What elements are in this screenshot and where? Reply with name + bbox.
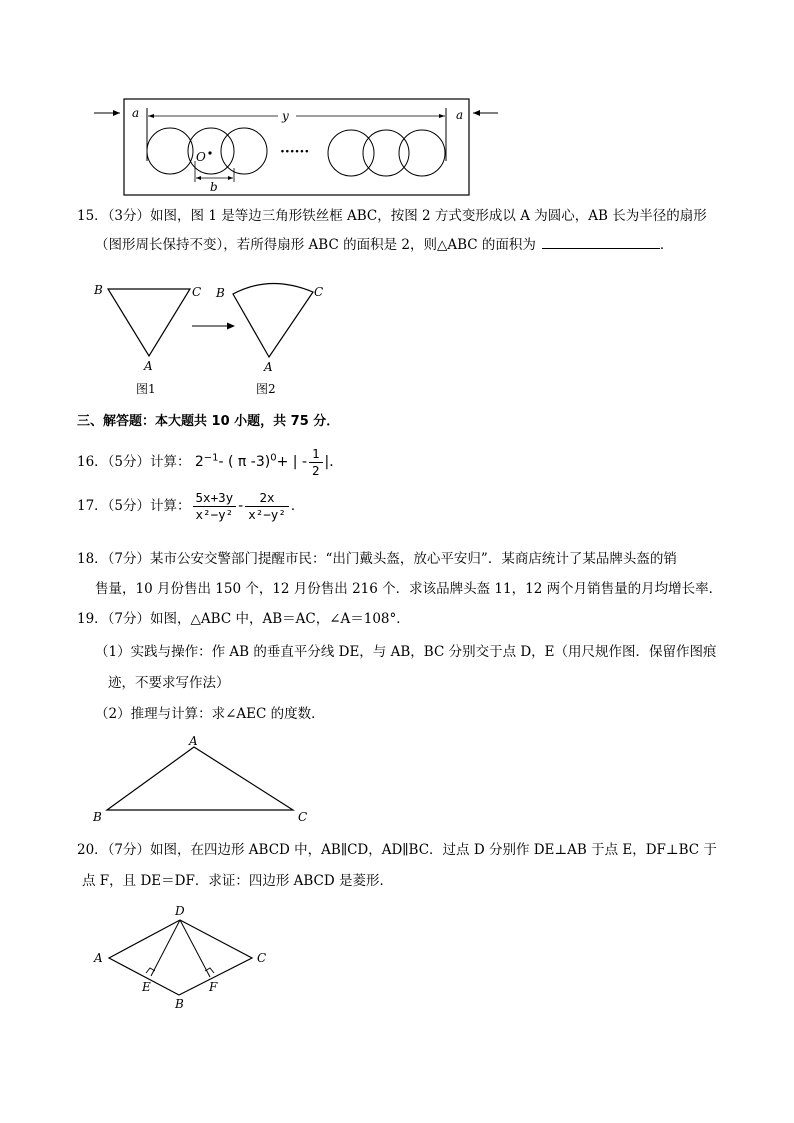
q19-label-c: C bbox=[298, 810, 308, 824]
q19-sub1-line2: 迹，不要求写作法） bbox=[108, 675, 230, 691]
fig2-label-c: C bbox=[314, 285, 324, 299]
label-a-right: a bbox=[456, 108, 464, 122]
q20-label-e: E bbox=[142, 980, 151, 994]
q15-line1: 15．（3分）如图，图 1 是等边三角形铁丝框 ABC，按图 2 方式变形成以 A 为圆心，AB 长为半径的扇形 bbox=[77, 208, 707, 224]
q16: 16．（5分）计算： $2^{-1}-$ ( π -3)$^0$+ | - $\frac{1}{2}$ |． bbox=[77, 446, 344, 478]
label-y: y bbox=[282, 109, 289, 123]
q20-line2: 点 F，且 DE＝DF．求证：四边形 ABCD 是菱形． bbox=[82, 873, 393, 889]
q19-sub1-line1: （1）实践与操作：作 AB 的垂直平分线 DE，与 AB，BC 分别交于点 D，E（用尺规作图．保留作图痕 bbox=[95, 644, 717, 660]
q16-fraction: $\frac{1}{2}$ bbox=[309, 446, 323, 479]
arrow-left-icon bbox=[473, 110, 480, 116]
q20-label-c: C bbox=[257, 951, 267, 965]
q20-label-b: B bbox=[175, 997, 184, 1011]
q20-label-d: D bbox=[175, 904, 185, 918]
q19-label-a: A bbox=[189, 734, 198, 748]
q15-line2: （图形周长保持不变），若所得扇形 ABC 的面积是 2，则△ABC 的面积为 ． bbox=[95, 237, 674, 253]
ellipsis-dots: ······ bbox=[280, 144, 310, 160]
rings-figure bbox=[88, 96, 508, 198]
fig2-caption: 图2 bbox=[256, 382, 276, 396]
label-a-left: a bbox=[132, 106, 140, 120]
q18-line1: 18．（7分）某市公安交警部门提醒市民：“出门戴头盔，放心平安归”．某商店统计了某品牌头盔的销 bbox=[77, 551, 677, 567]
q20-label-f: F bbox=[209, 980, 218, 994]
fig1-label-a: A bbox=[144, 359, 153, 373]
right-angle-mark-e bbox=[146, 968, 155, 973]
q20-label-a: A bbox=[94, 951, 103, 965]
section-heading: 三、解答题：本大题共 10 小题，共 75 分． bbox=[77, 414, 340, 429]
q15-figure bbox=[88, 272, 348, 402]
q19-label-b: B bbox=[93, 810, 102, 824]
answer-blank[interactable] bbox=[542, 236, 660, 249]
label-o: O bbox=[196, 150, 206, 164]
fig1-label-b: B bbox=[94, 283, 103, 297]
q17: 17．（5分）计算： $\frac{5x+3y}{\text{x²−y²}}$ - $\frac{2x}{\text{x²−y²}}$ ． bbox=[77, 490, 305, 522]
fig1-caption: 图1 bbox=[136, 382, 156, 396]
label-b: b bbox=[210, 180, 218, 194]
fig2-label-b: B bbox=[216, 286, 225, 300]
q19-sub2: （2）推理与计算：求∠AEC 的度数． bbox=[95, 706, 325, 722]
arrow-right-icon bbox=[227, 323, 235, 330]
q20-figure bbox=[88, 900, 288, 1015]
fig2-label-a: A bbox=[264, 360, 273, 374]
q17-fraction-2: $\frac{2x}{\text{x²−y²}}$ bbox=[245, 490, 289, 523]
q18-line2: 售量，10 月份售出 150 个，12 月份售出 216 个．求该品牌头盔 11，12 两个月销售量的月均增长率． bbox=[95, 581, 723, 597]
q19-line1: 19．（7分）如图，△ABC 中，AB＝AC，∠A＝108°． bbox=[77, 611, 410, 627]
q20-line1: 20．（7分）如图，在四边形 ABCD 中，AB∥CD，AD∥BC．过点 D 分别作 DE⊥AB 于点 E，DF⊥BC 于 bbox=[77, 842, 717, 858]
q17-fraction-1: $\frac{5x+3y}{\text{x²−y²}}$ bbox=[193, 490, 237, 523]
right-angle-mark-f bbox=[205, 968, 214, 973]
arrow-right-icon bbox=[113, 110, 120, 116]
fig1-label-c: C bbox=[192, 285, 202, 299]
q19-figure bbox=[88, 733, 328, 825]
